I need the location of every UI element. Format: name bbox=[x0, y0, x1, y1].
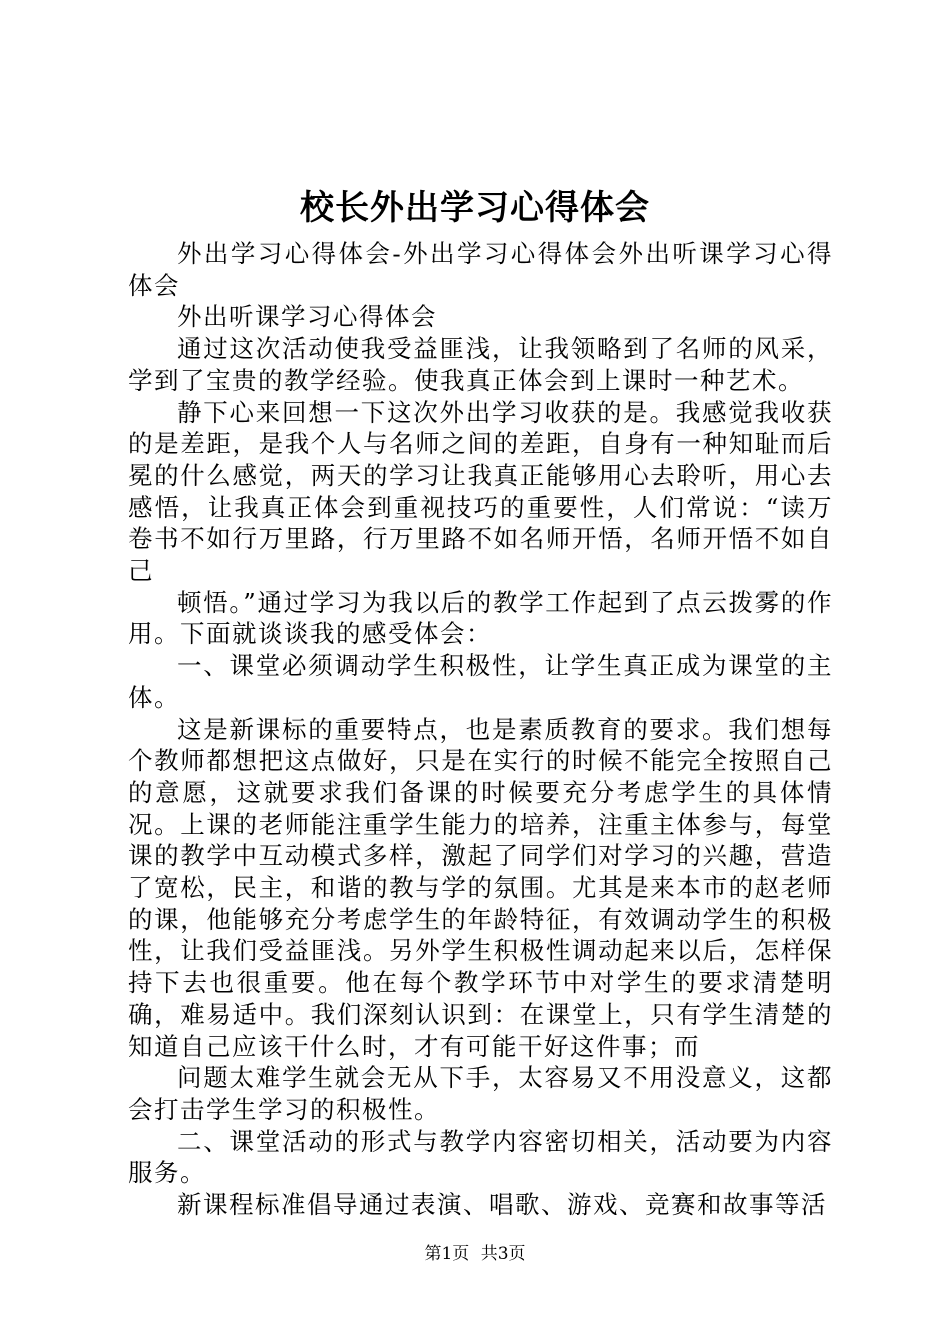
section-heading: 一、课堂必须调动学生积极性，让学生真正成为课堂的主体。 bbox=[128, 651, 833, 712]
paragraph: 通过这次活动使我受益匪浅，让我领略到了名师的风采，学到了宝贵的教学经验。使我真正体会到上课时一种艺术。 bbox=[128, 334, 833, 395]
paragraph: 顿悟。”通过学习为我以后的教学工作起到了点云拨雾的作用。下面就谈谈我的感受体会： bbox=[128, 587, 833, 649]
page-number: 第1页 bbox=[424, 1244, 470, 1264]
paragraph: 外出听课学习心得体会 bbox=[177, 302, 437, 332]
paragraph: 静下心来回想一下这次外出学习收获的是。我感觉我收获的是差距，是我个人与名师之间的差距，自身有一种知耻而后冕的什么感觉，两天的学习让我真正能够用心去聆听，用心去感悟，让我真正体会到重视技巧的重要性，人们常说：“读万卷书不如行万里路，行万里路不如名师开悟，名师开悟不如自己 bbox=[128, 397, 833, 586]
paragraph: 新课程标准倡导通过表演、唱歌、游戏、竞赛和故事等活 bbox=[177, 1190, 827, 1220]
document-body bbox=[128, 238, 833, 1221]
document-title: 校长外出学习心得体会 bbox=[300, 188, 650, 228]
paragraph: 外出学习心得体会-外出学习心得体会外出听课学习心得体会 bbox=[128, 239, 833, 300]
page-total: 共3页 bbox=[480, 1244, 526, 1264]
section-heading: 二、课堂活动的形式与教学内容密切相关，活动要为内容服务。 bbox=[128, 1126, 833, 1188]
page-footer bbox=[0, 1242, 950, 1266]
paragraph: 问题太难学生就会无从下手，太容易又不用没意义，这都会打击学生学习的积极性。 bbox=[128, 1063, 833, 1124]
paragraph: 这是新课标的重要特点，也是素质教育的要求。我们想每个教师都想把这点做好，只是在实行的时候不能完全按照自己的意愿，这就要求我们备课的时候要充分考虑学生的具体情况。上课的老师能注重学生能力的培养，注重主体参与，每堂课的教学中互动模式多样，激起了同学们对学习的兴趣，营造了宽松，民主，和谐的教与学的氛围。尤其是来本市的赵老师的课，他能够充分考虑学生的年龄特征，有效调动学生的积极性，让我们受益匪浅。另外学生积极性调动起来以后，怎样保持下去也很重要。他在每个教学环节中对学生的要求清楚明确，难易适中。我们深刻认识到：在课堂上，只有学生清楚的知道自己应该干什么时，才有可能干好这件事；而 bbox=[128, 714, 833, 1061]
